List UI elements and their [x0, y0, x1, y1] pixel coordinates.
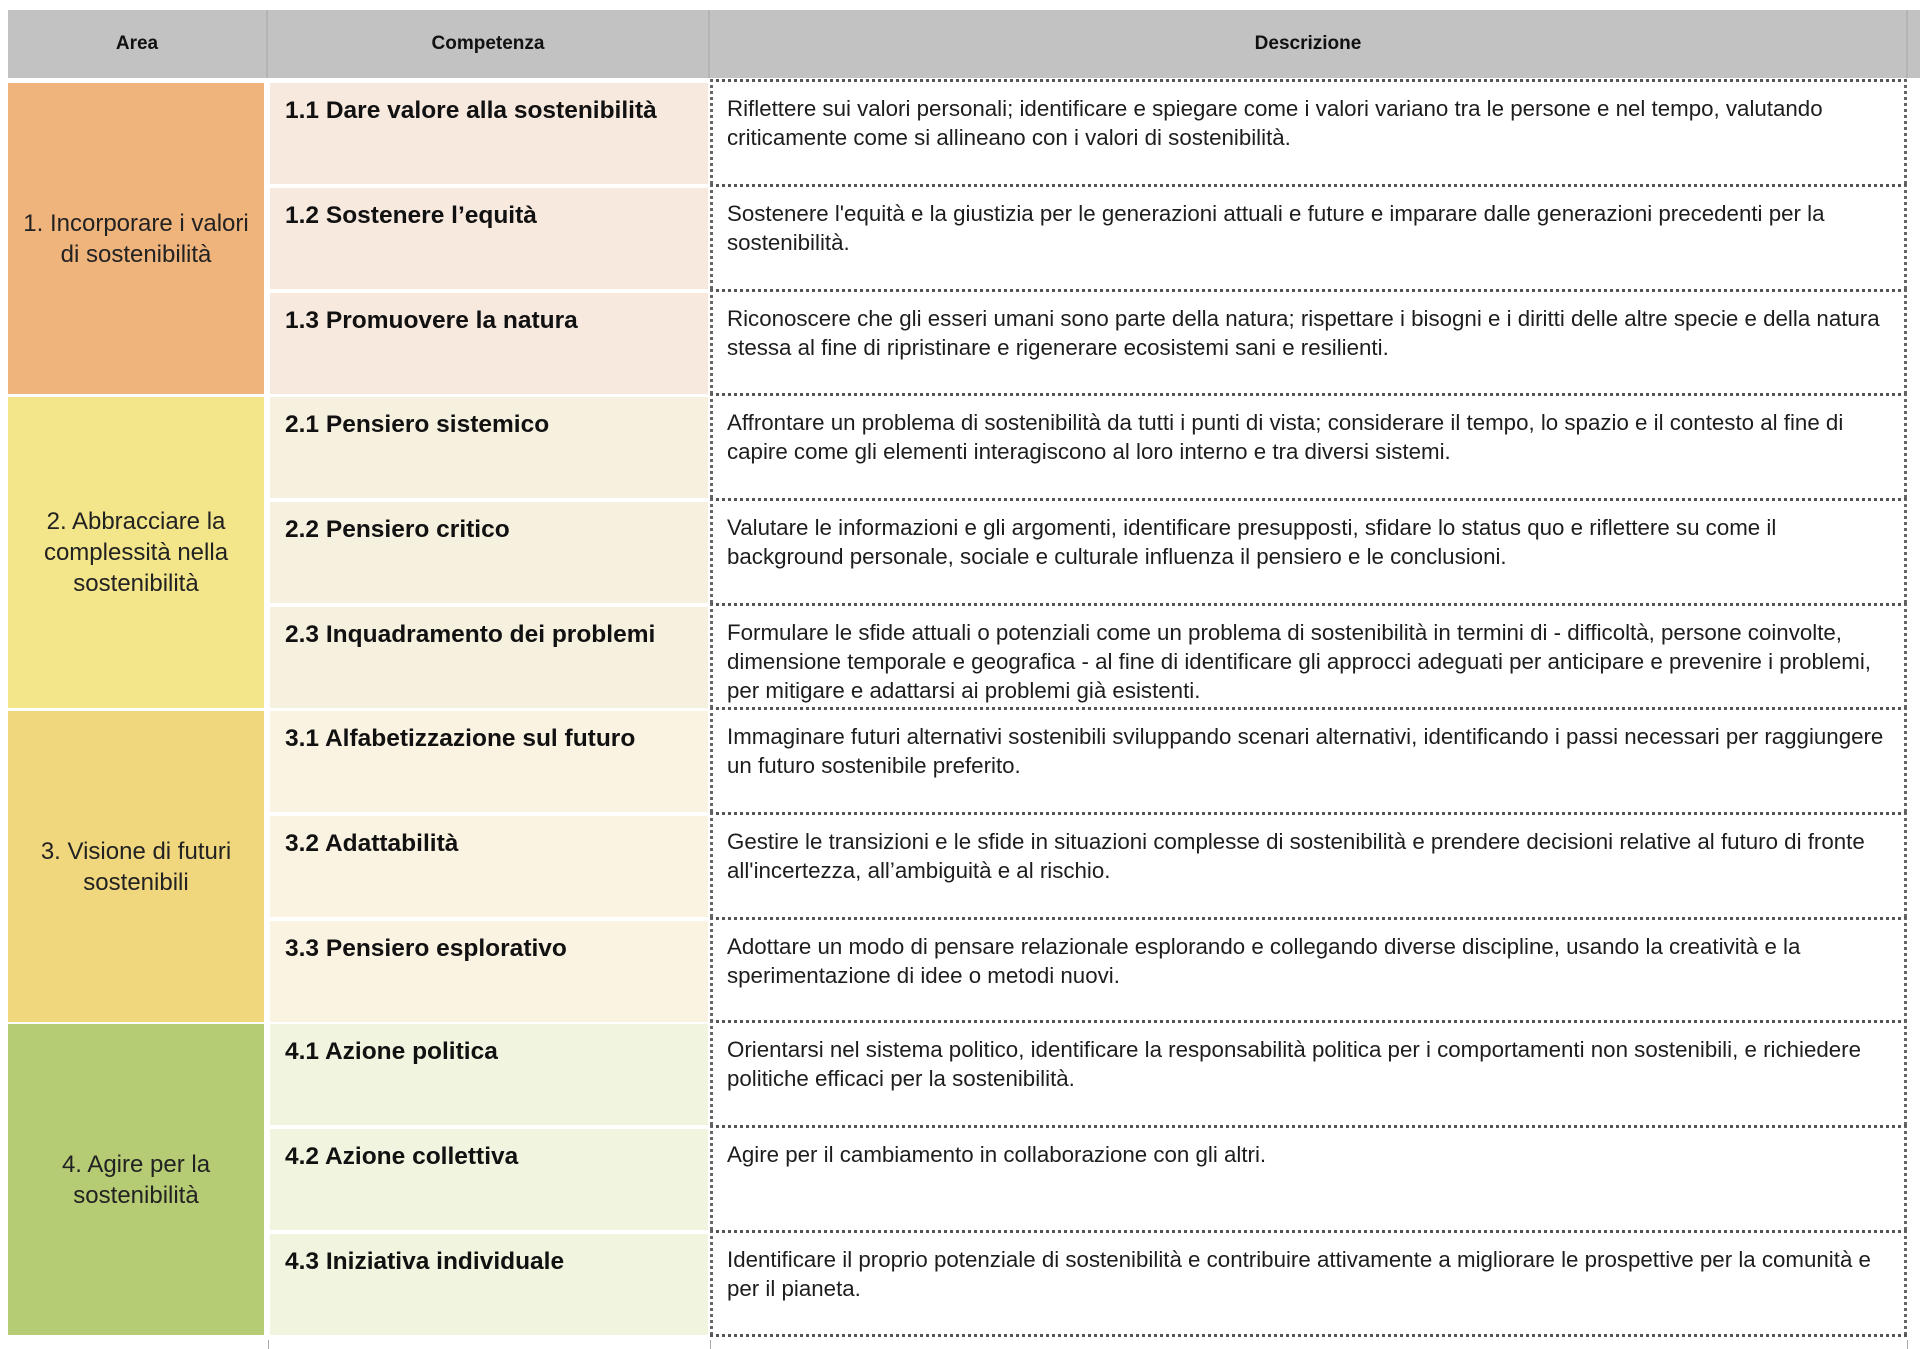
area-section	[8, 83, 1912, 394]
table-row	[270, 1129, 1910, 1230]
table-row	[270, 1234, 1910, 1335]
competence-title: 4.1 Azione politica	[270, 1024, 708, 1125]
table-row	[270, 293, 1910, 394]
header-area: Area	[8, 10, 268, 78]
competence-description: Sostenere l'equità e la giustizia per le generazioni attuali e future e imparare dalle generazioni precedenti per la sostenibilità.	[710, 184, 1907, 289]
competence-description: Agire per il cambiamento in collaborazione con gli altri.	[710, 1125, 1907, 1230]
area-cell: 2. Abbracciare la complessità nella sostenibilità	[8, 397, 264, 708]
table-row	[270, 816, 1910, 917]
competence-description: Riflettere sui valori personali; identificare e spiegare come i valori variano tra le persone e nel tempo, valutando criticamente come si allineano con i valori di sostenibilità.	[710, 79, 1907, 184]
competence-title: 4.2 Azione collettiva	[270, 1129, 708, 1230]
competence-title: 2.1 Pensiero sistemico	[270, 397, 708, 498]
competence-title: 3.2 Adattabilità	[270, 816, 708, 917]
grid-line	[268, 1340, 269, 1349]
competence-title: 1.3 Promuovere la natura	[270, 293, 708, 394]
area-section	[8, 711, 1912, 1022]
header-descrizione: Descrizione	[710, 10, 1908, 78]
competence-title: 1.2 Sostenere l’equità	[270, 188, 708, 289]
area-section	[8, 1024, 1912, 1335]
header-competenza: Competenza	[268, 10, 710, 78]
competence-description: Gestire le transizioni e le sfide in situazioni complesse di sostenibilità e prendere decisioni relative al futuro di fronte all'incertezza, all’ambiguità e al rischio.	[710, 812, 1907, 917]
competence-description: Valutare le informazioni e gli argomenti, identificare presupposti, sfidare lo status quo e riflettere su come il background personale, sociale e culturale influenza il pensiero e le conclusioni.	[710, 498, 1907, 603]
area-cell: 3. Visione di futuri sostenibili	[8, 711, 264, 1022]
area-section	[8, 397, 1912, 708]
competence-description: Immaginare futuri alternativi sostenibili sviluppando scenari alternativi, identificando i passi necessari per raggiungere un futuro sostenibile preferito.	[710, 707, 1907, 812]
table-row	[270, 502, 1910, 603]
table-bottom-border	[710, 1334, 1907, 1337]
area-cell: 1. Incorporare i valori di sostenibilità	[8, 83, 264, 394]
competence-description: Riconoscere che gli esseri umani sono parte della natura; rispettare i bisogni e i diritti delle altre specie e della natura stessa al fine di ripristinare e rigenerare ecosistemi sani e resilienti.	[710, 289, 1907, 394]
area-cell: 4. Agire per la sostenibilità	[8, 1024, 264, 1335]
competence-title: 3.1 Alfabetizzazione sul futuro	[270, 711, 708, 812]
table-row	[270, 921, 1910, 1022]
competence-title: 4.3 Iniziativa individuale	[270, 1234, 708, 1335]
table-row	[270, 607, 1910, 708]
competence-title: 1.1 Dare valore alla sostenibilità	[270, 83, 708, 184]
competence-title: 3.3 Pensiero esplorativo	[270, 921, 708, 1022]
table-row	[270, 711, 1910, 812]
table-header	[8, 10, 1920, 78]
competence-description: Formulare le sfide attuali o potenziali come un problema di sostenibilità in termini di - difficoltà, persone coinvolte, dimensione temporale e geografica - al fine di identificare gli approcci adeguati per anticipare e prevenire i problemi, per mitigare e adattarsi ai problemi già esistenti.	[710, 603, 1907, 708]
table-row	[270, 188, 1910, 289]
grid-line	[710, 1340, 711, 1349]
competence-description: Affrontare un problema di sostenibilità da tutti i punti di vista; considerare il tempo, lo spazio e il contesto al fine di capire come gli elementi interagiscono al loro interno e tra diversi sistemi.	[710, 393, 1907, 498]
grid-line	[1907, 1340, 1908, 1349]
competence-title: 2.2 Pensiero critico	[270, 502, 708, 603]
table-row	[270, 83, 1910, 184]
competence-description: Identificare il proprio potenziale di sostenibilità e contribuire attivamente a migliorare le prospettive per la comunità e per il pianeta.	[710, 1230, 1907, 1335]
table-row	[270, 1024, 1910, 1125]
competence-description: Orientarsi nel sistema politico, identificare la responsabilità politica per i comportamenti non sostenibili, e richiedere politiche efficaci per la sostenibilità.	[710, 1020, 1907, 1125]
competence-description: Adottare un modo di pensare relazionale esplorando e collegando diverse discipline, usando la creatività e la sperimentazione di idee o metodi nuovi.	[710, 917, 1907, 1022]
table-row	[270, 397, 1910, 498]
competence-title: 2.3 Inquadramento dei problemi	[270, 607, 708, 708]
